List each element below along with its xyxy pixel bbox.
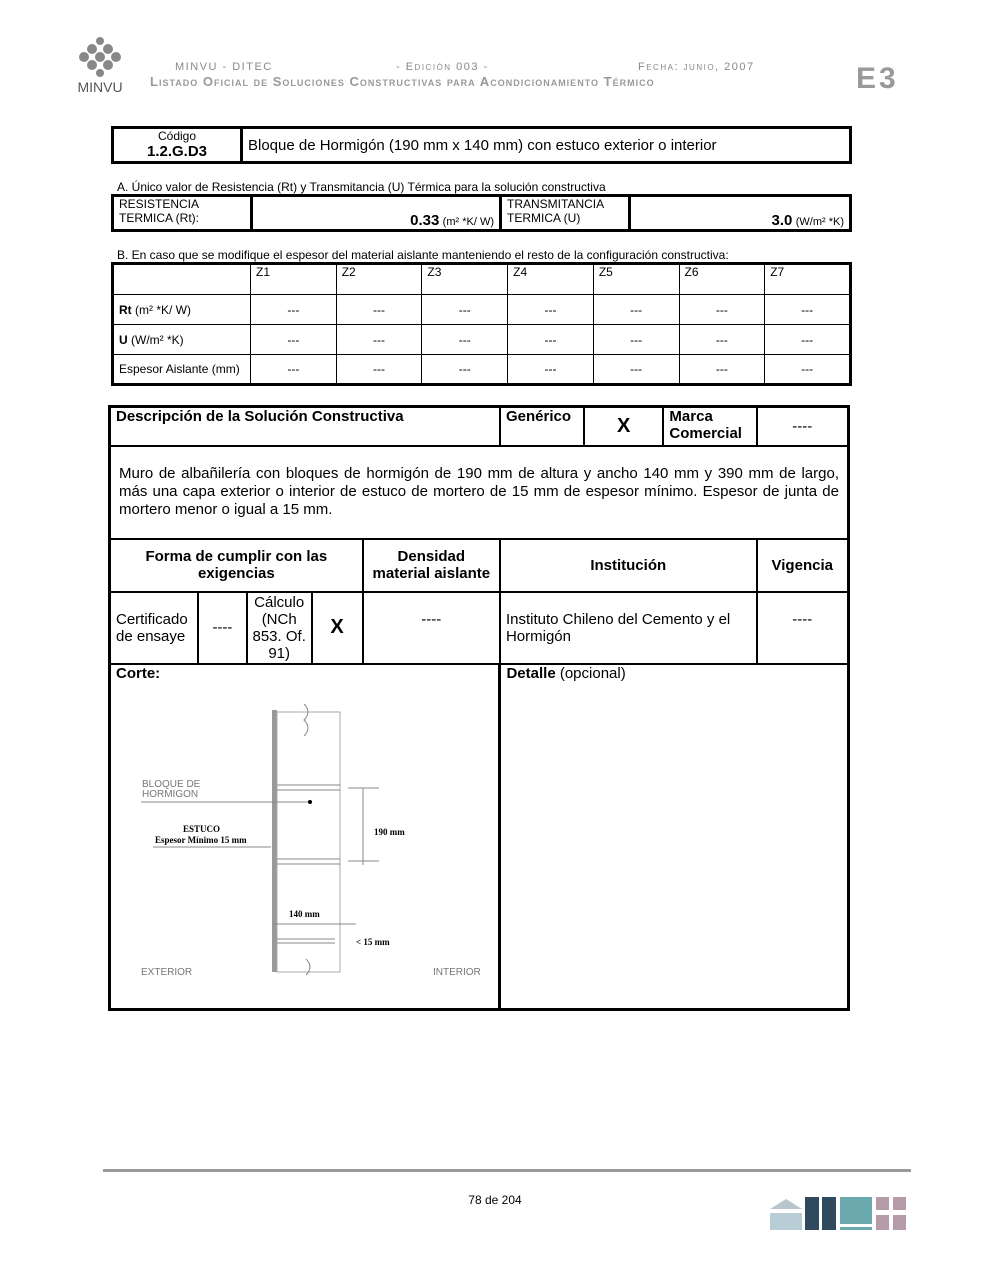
minvu-logo (72, 33, 128, 93)
label-140mm: 140 mm (289, 908, 320, 919)
cert-value: ---- (198, 592, 247, 664)
header-title: Listado Oficial de Soluciones Constructivas para Acondicionamiento Térmico (150, 74, 655, 89)
zone-value: --- (508, 295, 594, 325)
detalle-note: (opcional) (555, 664, 626, 682)
detalle-cell (500, 664, 849, 1010)
zone-header: Z2 (336, 264, 422, 295)
u-unit: (W/m² *K) (795, 216, 844, 228)
zone-value: --- (679, 325, 765, 355)
code-value: 1.2.G.D3 (146, 143, 208, 160)
row-label-unit: (W/m² *K) (127, 332, 184, 347)
row-label-symbol: Rt (119, 302, 132, 317)
section-a-title: A. Único valor de Resistencia (Rt) y Transmitancia (U) Térmica para la solución constructiva (117, 180, 606, 194)
section-b-title: B. En caso que se modifique el espesor del material aislante manteniendo el resto de la configuración constructiva: (117, 248, 729, 262)
code-table (111, 126, 852, 164)
row-label-unit: (m² *K/ W) (131, 302, 191, 317)
zone-value: --- (765, 355, 851, 385)
footer-divider (103, 1169, 911, 1172)
label-interior: INTERIOR (433, 966, 481, 978)
zone-header: Z3 (422, 264, 508, 295)
zone-header: Z6 (679, 264, 765, 295)
detalle-label: Detalle (506, 664, 556, 682)
zone-value: --- (679, 295, 765, 325)
rt-unit: (m² *K/ W) (442, 216, 494, 228)
zone-value: --- (422, 295, 508, 325)
row-label-symbol: U (119, 332, 128, 347)
zone-value: --- (508, 355, 594, 385)
label-estuco: ESTUCO (183, 823, 221, 834)
zone-row-label (113, 325, 251, 355)
label-bloque: BLOQUE DE (142, 778, 201, 790)
brand-value: ---- (757, 407, 849, 446)
desc-title: Descripción de la Solución Constructiva (110, 407, 500, 446)
institucion-value: Instituto Chileno del Cemento y el Hormigón (500, 592, 757, 664)
header-edition: - Edición 003 - (396, 61, 489, 73)
zone-value: --- (422, 325, 508, 355)
section-code: E3 (856, 62, 899, 95)
row-label-unit: Espesor Aislante (mm) (119, 362, 240, 376)
generic-label: Genérico (500, 407, 584, 446)
zone-value: --- (593, 325, 679, 355)
zone-value: --- (336, 295, 422, 325)
zone-header: Z4 (508, 264, 594, 295)
section-a-table (111, 194, 852, 232)
page-number: 78 de 204 (468, 1193, 522, 1207)
zone-value: --- (251, 325, 337, 355)
label-15mm: < 15 mm (356, 936, 390, 947)
label-190mm: 190 mm (374, 826, 405, 837)
corte-label: Corte: (116, 664, 161, 682)
corte-cell (110, 664, 500, 1010)
zone-header: Z1 (251, 264, 337, 295)
zone-value: --- (508, 325, 594, 355)
institucion-label: Institución (500, 539, 757, 592)
zone-value: --- (593, 295, 679, 325)
zone-header: Z7 (765, 264, 851, 295)
code-label: Código (157, 129, 197, 143)
label-exterior: EXTERIOR (141, 966, 193, 978)
zone-value: --- (593, 355, 679, 385)
label-hormigon: HORMIGON (142, 788, 199, 800)
zone-value: --- (422, 355, 508, 385)
vigencia-label: Vigencia (757, 539, 849, 592)
zone-row-label (113, 295, 251, 325)
zone-value: --- (679, 355, 765, 385)
generic-value: X (584, 407, 663, 446)
calc-label: Cálculo (NCh 853. Of. 91) (247, 592, 312, 664)
code-description: Bloque de Hormigón (190 mm x 140 mm) con estuco exterior o interior (242, 128, 851, 163)
wall-section-drawing (111, 687, 501, 987)
rt-label: RESISTENCIA TERMICA (Rt): (113, 196, 252, 231)
vigencia-value: ---- (757, 592, 849, 664)
u-label: TRANSMITANCIA TERMICA (U) (501, 196, 630, 231)
header-date: Fecha: junio, 2007 (638, 61, 755, 73)
cert-label: Certificado de ensaye (110, 592, 199, 664)
zones-table (111, 262, 852, 386)
description-text: Muro de albañilería con bloques de hormigón de 190 mm de altura y ancho 140 mm y 390 mm de largo, más una capa exterior o interior de estuco de mortero de 15 mm de espesor mínimo. Espesor de junta de mortero menor o igual a 15 mm. (110, 446, 849, 539)
footer-logo (770, 1197, 910, 1230)
calc-value: X (312, 592, 363, 664)
rt-value: 0.33 (410, 212, 440, 229)
u-value: 3.0 (771, 212, 793, 229)
densidad-value: ---- (363, 592, 500, 664)
densidad-label: Densidad material aislante (363, 539, 500, 592)
zone-value: --- (251, 355, 337, 385)
zone-value: --- (765, 295, 851, 325)
svg-text:MINVU: MINVU (77, 79, 123, 93)
forma-label: Forma de cumplir con las exigencias (110, 539, 363, 592)
zone-value: --- (336, 325, 422, 355)
zone-value: --- (336, 355, 422, 385)
zone-row-label (113, 355, 251, 385)
zone-value: --- (251, 295, 337, 325)
zone-header: Z5 (593, 264, 679, 295)
brand-label: Marca Comercial (663, 407, 756, 446)
solution-table (108, 405, 850, 1011)
header-org: MINVU - DITEC (175, 61, 273, 73)
zone-value: --- (765, 325, 851, 355)
label-espesor: Espesor Mínimo 15 mm (155, 834, 247, 845)
